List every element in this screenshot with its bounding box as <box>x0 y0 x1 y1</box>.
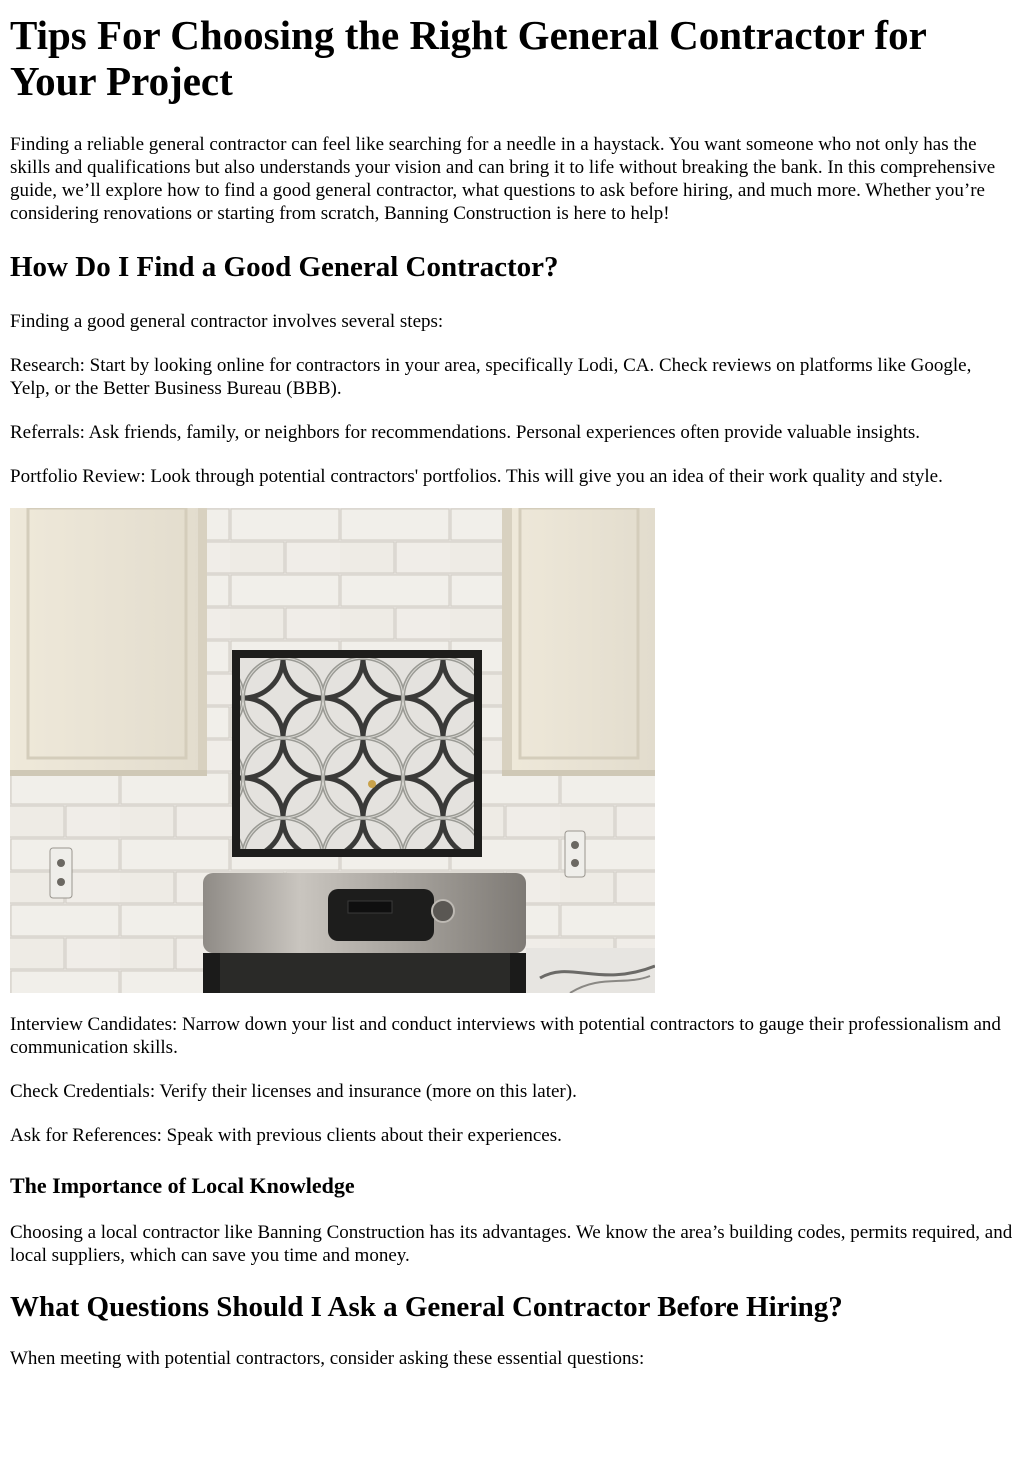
local-knowledge-paragraph: Choosing a local contractor like Banning Construction has its advantages. We know the area’s building codes, permits required, and local suppliers, which can save you time and money. <box>10 1222 1013 1266</box>
step-portfolio: Portfolio Review: Look through potential contractors' portfolios. This will give you an idea of their work quality and style. <box>10 466 943 487</box>
kitchen-backsplash-image <box>10 508 655 993</box>
questions-lead-paragraph: When meeting with potential contractors, consider asking these essential questions: <box>10 1348 645 1369</box>
step-research: Research: Start by looking online for contractors in your area, specifically Lodi, CA. Check reviews on platforms like Google, Yelp, or the Better Business Bureau (BBB). <box>10 355 972 399</box>
step-referrals: Referrals: Ask friends, family, or neighbors for recommendations. Personal experiences often provide valuable insights. <box>10 422 920 443</box>
subsection-heading-local-knowledge: The Importance of Local Knowledge <box>10 1173 355 1198</box>
article <box>0 12 1024 1370</box>
intro-paragraph: Finding a reliable general contractor can feel like searching for a needle in a haystack. You want someone who not only has the skills and qualifications but also understands your vision and can bring it to life without breaking the bank. In this comprehensive guide, we’ll explore how to find a good general contractor, what questions to ask before hiring, and much more. Whether you’re considering renovations or starting from scratch, Banning Construction is here to help! <box>10 134 996 224</box>
section-lead-paragraph: Finding a good general contractor involves several steps: <box>10 311 444 332</box>
step-interview: Interview Candidates: Narrow down your list and conduct interviews with potential contractors to gauge their professionalism and communication skills. <box>10 1014 1001 1058</box>
step-credentials: Check Credentials: Verify their licenses and insurance (more on this later). <box>10 1081 577 1102</box>
page-title: Tips For Choosing the Right General Contractor for Your Project <box>10 12 927 104</box>
section-heading-questions: What Questions Should I Ask a General Contractor Before Hiring? <box>10 1291 843 1323</box>
step-references: Ask for References: Speak with previous clients about their experiences. <box>10 1125 562 1146</box>
section-heading-find-contractor: How Do I Find a Good General Contractor? <box>10 251 559 283</box>
